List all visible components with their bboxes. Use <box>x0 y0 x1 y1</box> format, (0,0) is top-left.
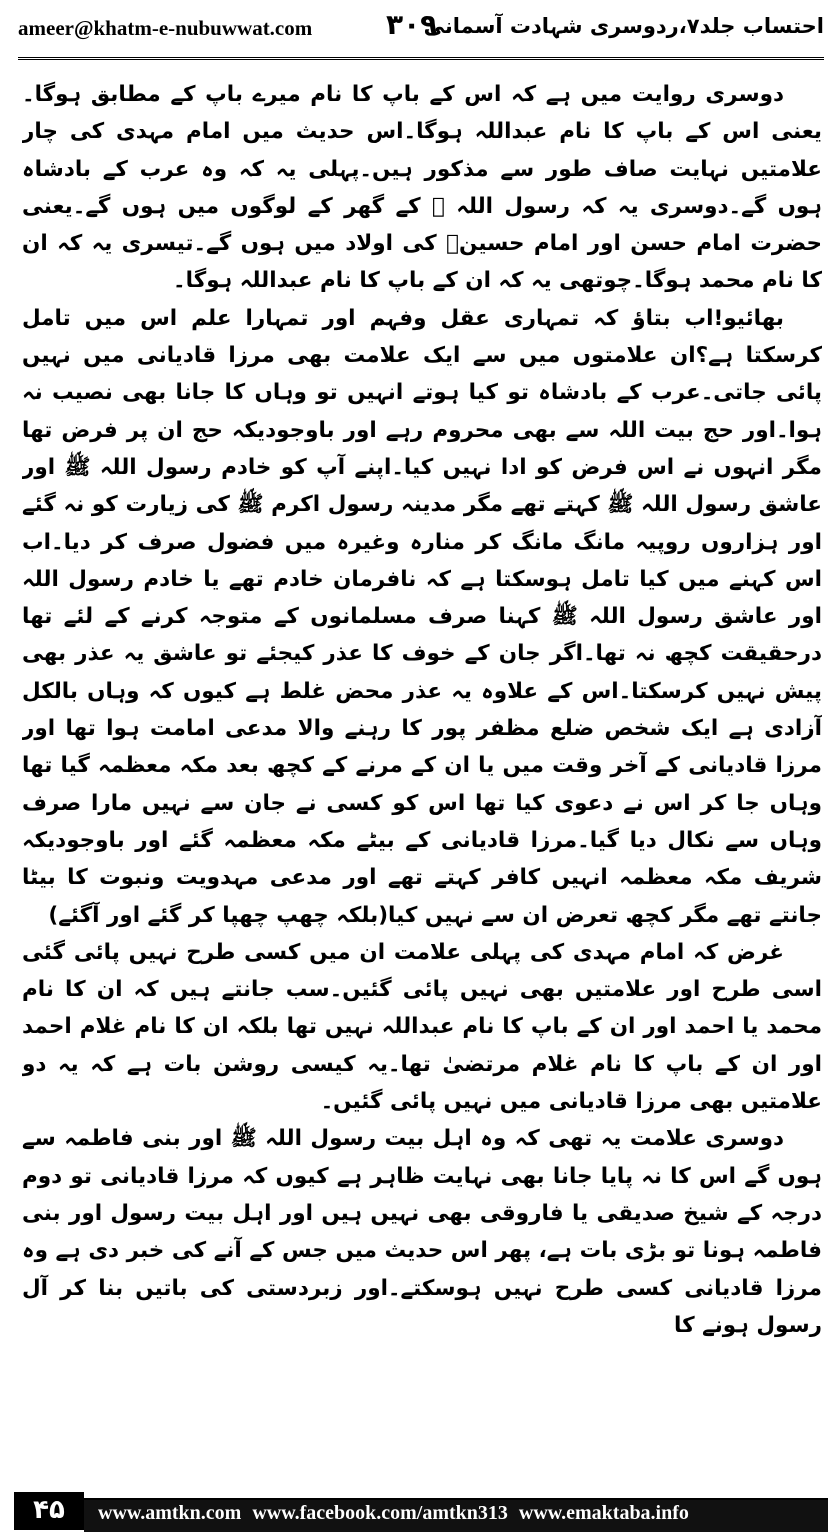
header-divider <box>18 57 824 60</box>
header-book-title: احتساب جلد۷،ردوسری شہادت آسمانی <box>423 14 824 38</box>
paragraph-2: بھائیو!اب بتاؤ کہ تمہاری عقل وفہم اور تمہارا علم اس میں تامل کرسکتا ہے؟ان علامتوں میں سے ایک علامت بھی مرزا قادیانی میں نہیں پائی جاتی۔عرب کے بادشاہ تو کیا ہوتے انہیں تو وہاں کا جانا بھی نصیب نہ ہوا۔اور حج بیت اللہ سے بھی محروم رہے اور باوجودیکہ حج ان پر فرض تھا مگر انہوں نے اس فرض کو ادا نہیں کیا۔اپنے آپ کو خادم رسول اللہ ﷺ اور عاشق رسول اللہ ﷺ کہتے تھے مگر مدینہ رسول اکرم ﷺ کی زیارت کو نہ گئے اور ہزاروں روپیہ مانگ مانگ کر منارہ وغیرہ میں فضول صرف کر دیا۔اب اس کہنے میں کیا تامل ہوسکتا ہے کہ نافرمان خادم تھے یا خادم رسول اللہ اور عاشق رسول اللہ ﷺ کہنا صرف مسلمانوں کے متوجہ کرنے کے لئے تھا درحقیقت کچھ نہ تھا۔اگر جان کے خوف کا عذر کیجئے تو عاشق یہ عذر بھی پیش نہیں کرسکتا۔اس کے علاوہ یہ عذر محض غلط ہے کیوں کہ وہاں بالکل آزادی ہے ایک شخص ضلع مظفر پور کا رہنے والا مدعی امامت ہوا تھا اور مرزا قادیانی کے آخر وقت میں یا ان کے مرنے کے کچھ بعد مکہ معظمہ گیا تھا وہاں جا کر اس نے دعوی کیا تھا اس کو کسی نے جان سے نہیں مارا صرف وہاں سے نکال دیا گیا۔مرزا قادیانی کے بیٹے مکہ معظمہ گئے اور باوجودیکہ شریف مکہ معظمہ انہیں کافر کہتے تھے اور مدعی مہدویت ونبوت کا بیٹا جانتے تھے مگر کچھ تعرض ان سے نہیں کیا(بلکہ چھپ چھپا کر گئے اور آگئے) <box>22 305 822 928</box>
paragraph-3: غرض کہ امام مہدی کی پہلی علامت ان میں کسی طرح نہیں پائی گئی اسی طرح اور علامتیں بھی نہیں پائی گئیں۔سب جانتے ہیں کہ ان کا نام محمد یا احمد اور ان کے باپ کا نام عبداللہ نہیں تھا بلکہ ان کا نام غلام احمد اور ان کے باپ کا نام غلام مرتضیٰ تھا۔یہ کیسی روشن بات ہے کہ یہ دو علامتیں بھی مرزا قادیانی میں نہیں پائی گئیں۔ <box>22 939 822 1115</box>
footer-urls <box>98 1502 695 1525</box>
paragraph-4: دوسری علامت یہ تھی کہ وہ اہل بیت رسول اللہ ﷺ اور بنی فاطمہ سے ہوں گے اس کا نہ پایا جانا بھی نہایت ظاہر ہے کیوں کہ مرزا قادیانی تو دوم درجہ کے شیخ صدیقی یا فاروقی بھی نہیں ہیں اور اہل بیت رسول اور بنی فاطمہ ہونا تو بڑی بات ہے، پھر اس حدیث میں جس کے آنے کی خبر دی ہے وہ مرزا قادیانی کسی طرح نہیں ہوسکتے۔اور زبردستی کی باتیں بنا کر آل رسول ہونے کا <box>22 1126 822 1338</box>
main-text <box>22 76 822 1464</box>
header-page-number: ۳۰۹ <box>386 8 438 41</box>
footer-page-number: ۴۵ <box>14 1492 84 1530</box>
page-header <box>18 6 824 56</box>
footer-url-emaktaba[interactable]: www.emaktaba.info <box>518 1502 689 1524</box>
paragraph-1: دوسری روایت میں ہے کہ اس کے باپ کا نام میرے باپ کے مطابق ہوگا۔یعنی اس کے باپ کا نام عبداللہ ہوگا۔اس حدیث میں امام مہدی کی چار علامتیں نہایت صاف طور سے مذکور ہیں۔پہلی یہ کہ وہ عرب کے بادشاہ ہوں گے۔دوسری یہ کہ رسول اللہ ﷺ کے گھر کے لوگوں میں ہوں گے۔یعنی حضرت امام حسن اور امام حسینؓ کی اولاد میں ہوں گے۔تیسری یہ کہ ان کا نام محمد ہوگا۔چوتھی یہ کہ ان کے باپ کا نام عبداللہ ہوگا۔ <box>22 82 822 294</box>
header-email: ameer@khatm-e-nubuwwat.com <box>18 16 313 40</box>
footer-url-amtkn[interactable]: www.amtkn.com <box>98 1502 242 1524</box>
page-footer <box>14 1492 828 1534</box>
footer-url-facebook[interactable]: www.facebook.com/amtkn313 <box>252 1502 508 1524</box>
